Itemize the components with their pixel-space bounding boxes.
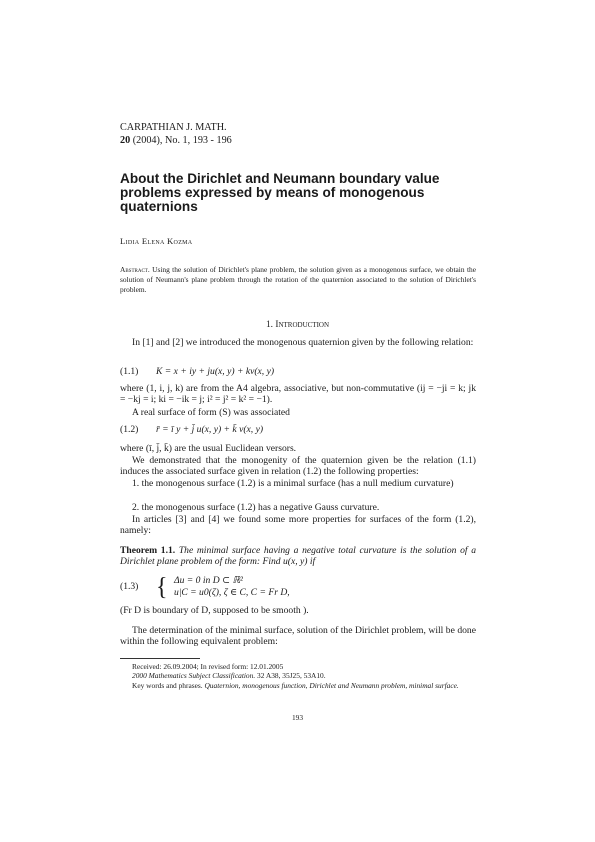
abstract xyxy=(120,265,476,296)
page-number: 193 xyxy=(291,713,304,722)
theorem-text: The minimal surface having a negative total curvature is the solution of a Dirichlet plane problem of the form: Find u(x, y) if xyxy=(120,545,476,568)
section-title: Introduction xyxy=(275,320,330,330)
equation-1-3 xyxy=(120,575,476,599)
theorem-label: Theorem 1.1. xyxy=(120,545,176,556)
paper-title: About the Dirichlet and Neumann boundary value problems expressed by means of monogenous quaternions xyxy=(120,171,440,214)
equation-label: (1.3) xyxy=(120,581,139,592)
section-heading xyxy=(0,320,595,330)
volume-number: 20 xyxy=(120,135,131,146)
received-dates: Received: 26.09.2004; In revised form: 12.01.2005 xyxy=(132,662,284,671)
equation-line-1: Δu = 0 in D ⊂ ℝ² xyxy=(173,575,243,586)
author-name: Lidia Elena Kozma xyxy=(120,236,193,246)
section-number: 1. xyxy=(265,320,273,330)
journal-volume-line xyxy=(120,134,232,147)
paragraph-7: 2. the monogenous surface (1.2) has a negative Gauss curvature. xyxy=(132,502,380,513)
left-brace-icon: { xyxy=(156,573,168,601)
journal-header xyxy=(120,121,232,147)
paragraph-6: 1. the monogenous surface (1.2) is a minimal surface (has a null medium curvature) xyxy=(132,478,454,489)
issue-pages: (2004), No. 1, 193 - 196 xyxy=(132,135,232,146)
abstract-label: Abstract. xyxy=(120,265,150,274)
paragraph-4: where (ī, j̄, k̄) are the usual Euclidean versors. xyxy=(120,443,297,454)
equation-label: (1.2) xyxy=(120,424,139,435)
journal-name: CARPATHIAN J. MATH. xyxy=(120,122,227,133)
equation-body: K = x + iy + ju(x, y) + kv(x, y) xyxy=(156,366,275,377)
paragraph-5: We demonstrated that the monogenity of the quaternion given be the relation (1.1) induces the associated surface given in relation (1.2) the following properties: xyxy=(120,455,476,478)
abstract-text: Using the solution of Dirichlet's plane problem, the solution given as a monogenous surface, we obtain the solution of Neumann's plane problem through the rotation of the quaternion associated to the solution of Dirichlet's problem. xyxy=(120,265,476,295)
paragraph-8: In articles [3] and [4] we found some more properties for surfaces of the form (1.2), namely: xyxy=(120,514,476,537)
paragraph-2: where (1, i, j, k) are from the A4 algebra, associative, but non-commutative (ij = −ji = k; jk = −kj = i; ki = −ik = j; i² = j² = k² = −1). xyxy=(120,383,476,406)
footnote-rule xyxy=(120,658,200,659)
paragraph-1: In [1] and [2] we introduced the monogenous quaternion given by the following relation: xyxy=(132,337,474,348)
keywords-label: Key words and phrases. xyxy=(132,680,203,690)
equation-line-2: u|C = u0(ζ), ζ ∈ C, C = Fr D, xyxy=(173,587,290,598)
footnotes xyxy=(120,662,476,690)
paragraph-3: A real surface of form (S) was associated xyxy=(132,407,290,418)
theorem-1-1 xyxy=(120,545,476,568)
equation-1-1 xyxy=(120,366,476,378)
equation-body: r̄ = ī y + j̄ u(x, y) + k̄ v(x, y) xyxy=(156,424,264,435)
equation-label: (1.1) xyxy=(120,366,139,377)
keywords-text: Quaternion, monogenous function, Dirichlet and Neumann problem, minimal surface. xyxy=(204,680,459,690)
msc-line xyxy=(120,671,476,680)
msc-label: 2000 Mathematics Subject Classification. xyxy=(132,671,256,681)
equation-system xyxy=(174,575,290,599)
msc-codes: 32 A38, 35J25, 53A10. xyxy=(257,671,326,681)
equation-1-2 xyxy=(120,424,476,436)
keywords-line xyxy=(120,681,476,690)
paragraph-10: The determination of the minimal surface, solution of the Dirichlet problem, will be done within the following equivalent problem: xyxy=(120,625,476,648)
paragraph-9: (Fr D is boundary of D, supposed to be smooth ). xyxy=(120,605,309,616)
